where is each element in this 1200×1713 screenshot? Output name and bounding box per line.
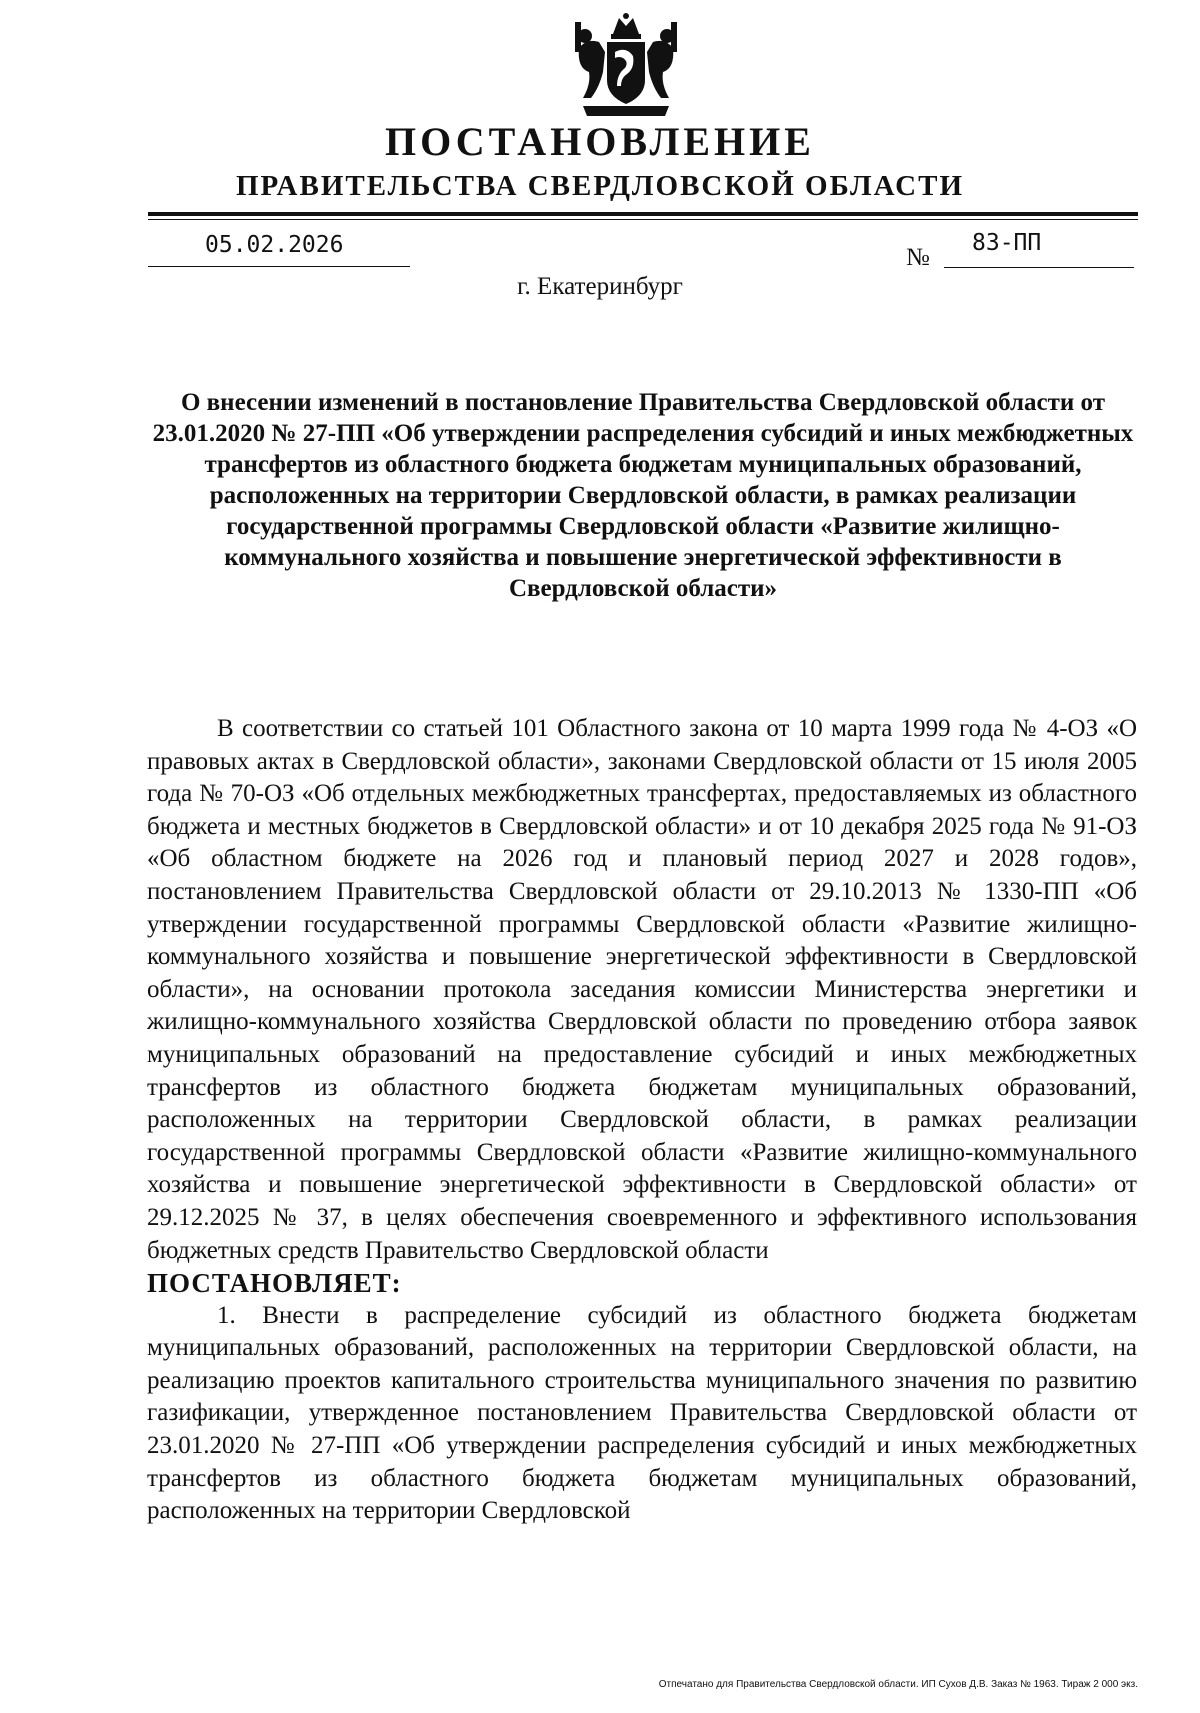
item-1-paragraph: 1. Внести в распределение субсидий из областного бюджета бюджетам муниципальных образований, расположенных на территории Свердловской области, на реализацию проектов капитального строительства муниципального значения по развитию газификации, утвержденное постановлением Правительства Свердловской области от 23.01.2020 № 27-ПП «Об утверждении распределения субсидий и иных межбюджетных трансфертов из областного бюджета бюджетам муниципальных образований, расположенных на территории Свердловской <box>147 1301 1137 1525</box>
date-underline <box>148 266 410 267</box>
header-divider-thin <box>148 219 1138 220</box>
document-number: 83-ПП <box>972 230 1042 256</box>
number-underline <box>944 267 1134 268</box>
issuer-heading: ПРАВИТЕЛЬСТВА СВЕРДЛОВСКОЙ ОБЛАСТИ <box>235 170 965 202</box>
decree-word: ПОСТАНОВЛЯЕТ: <box>147 1268 402 1299</box>
document-type-heading: ПОСТАНОВЛЕНИЕ <box>385 119 815 164</box>
print-imprint: Отпечатано для Правительства Свердловской области. ИП Сухов Д.В. Заказ № 1963. Тираж 2 000 экз. <box>658 1679 1138 1690</box>
number-sign: № <box>906 244 930 271</box>
city-line: г. Екатеринбург <box>517 273 683 300</box>
preamble-paragraph: В соответствии со статьей 101 Областного закона от 10 марта 1999 года № 4-ОЗ «О правовых актах в Свердловской области», законами Свердловской области от 15 июля 2005 года № 70-ОЗ «Об отдельных межбюджетных трансфертах, предоставляемых из областного бюджета и местных бюджетов в Свердловской области» и от 10 декабря 2025 года № 91-ОЗ «Об областном бюджете на 2026 год и плановый период 2027 и 2028 годов», постановлением Правительства Свердловской области от 29.10.2013 № 1330-ПП «Об утверждении государственной программы Свердловской области «Развитие жилищно-коммунального хозяйства и повышение энергетической эффективности в Свердловской области», на основании протокола заседания комиссии Министерства энергетики и жилищно-коммунального хозяйства Свердловской области по проведению отбора заявок муниципальных образований на предоставление субсидий и иных межбюджетных трансфертов из областного бюджета бюджетам муниципальных образований, расположенных на территории Свердловской области, в рамках реализации государственной программы Свердловской области «Развитие жилищно-коммунального хозяйства и повышение энергетической эффективности в Свердловской области» от 29.12.2025 № 37, в целях обеспечения своевременного и эффективного использования бюджетных средств Правительство Свердловской области <box>147 715 1137 1264</box>
document-body <box>147 713 1137 1528</box>
coat-of-arms-icon <box>569 12 683 120</box>
document-date: 05.02.2026 <box>205 232 344 258</box>
header-divider-thick <box>148 212 1138 216</box>
document-title: О внесении изменений в постановление Правительства Свердловской области от 23.01.2020 № 27-ПП «Об утверждении распределения субсидий и иных межбюджетных трансфертов из областного бюджета бюджетам муниципальных образований, расположенных на территории Свердловской области, в рамках реализации государственной программы Свердловской области «Развитие жилищно-коммунального хозяйства и повышение энергетической эффективности в Свердловской области» <box>152 389 1134 602</box>
